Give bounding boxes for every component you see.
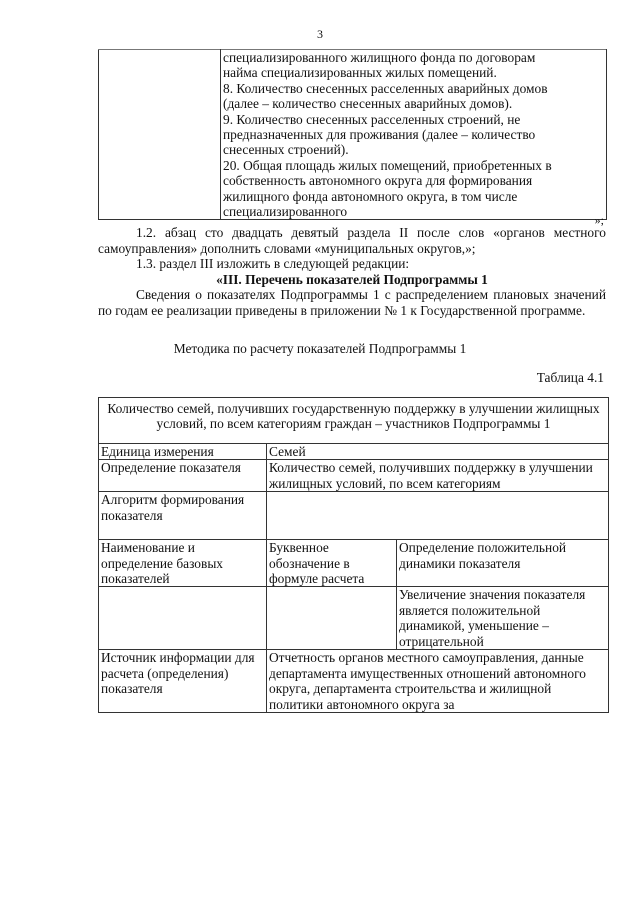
empty-cell bbox=[99, 587, 267, 650]
empty-cell bbox=[267, 587, 397, 650]
source-label: Источник информации для расчета (определения) показателя bbox=[99, 650, 267, 713]
list-line: 8. Количество снесенных расселенных аварийных домов bbox=[223, 80, 548, 96]
indicator-methodology-table bbox=[98, 397, 609, 713]
paragraph-info: Сведения о показателях Подпрограммы 1 с распределением плановых значений по годам ее реализации приведены в приложении № 1 к Государственной программе. bbox=[98, 287, 606, 318]
table-row bbox=[99, 398, 609, 444]
table-label: Таблица 4.1 bbox=[536, 370, 604, 385]
list-line: специализированного bbox=[223, 204, 348, 220]
algorithm-value bbox=[267, 492, 609, 540]
list-line: 20. Общая площадь жилых помещений, приобретенных в bbox=[223, 157, 552, 173]
algorithm-label: Алгоритм формирования показателя bbox=[99, 492, 267, 540]
table-row bbox=[99, 650, 609, 713]
paragraph-1-2: 1.2. абзац сто двадцать девятый раздела II после слов «органов местного самоуправления» дополнить словами «муниципальных округов,»; bbox=[98, 225, 606, 256]
base-indicators-label: Наименование и определение базовых показателей bbox=[99, 540, 267, 587]
list-line: предназначенных для проживания (далее – количество bbox=[223, 127, 536, 143]
list-line: снесенных строений). bbox=[223, 142, 349, 158]
table-header-cell: Количество семей, получивших государственную поддержку в улучшении жилищных условий, по всем категориям граждан – участников Подпрограммы 1 bbox=[99, 398, 609, 444]
list-line: 9. Количество снесенных расселенных строений, не bbox=[223, 111, 521, 127]
table-row bbox=[99, 587, 609, 650]
paragraph-1-3: 1.3. раздел III изложить в следующей редакции: bbox=[136, 256, 410, 271]
methodology-title: Методика по расчету показателей Подпрограммы 1 bbox=[173, 341, 467, 356]
letter-designation-label: Буквенное обозначение в формуле расчета bbox=[267, 540, 397, 587]
source-value: Отчетность органов местного самоуправления, данные департамента имущественных отношений автономного округа, департамента строительства и жилищной политики автономного округа за bbox=[267, 650, 609, 713]
table-row bbox=[99, 460, 609, 492]
definition-label: Определение показателя bbox=[99, 460, 267, 492]
list-line: собственность автономного округа для формирования bbox=[223, 173, 533, 189]
unit-value: Семей bbox=[267, 444, 609, 460]
empty-left-cell bbox=[99, 50, 221, 220]
table-row bbox=[99, 444, 609, 460]
section-heading: «III. Перечень показателей Подпрограммы 1 bbox=[216, 272, 488, 287]
table-row bbox=[99, 492, 609, 540]
indicator-list-cell bbox=[221, 50, 607, 220]
positive-dynamics-label: Определение положительной динамики показателя bbox=[397, 540, 609, 587]
list-line: специализированного жилищного фонда по договорам bbox=[223, 50, 536, 65]
list-line: жилищного фонда автономного округа, в том числе bbox=[223, 188, 518, 204]
page-number: 3 bbox=[317, 27, 323, 41]
indicator-list-table bbox=[98, 49, 607, 220]
definition-value: Количество семей, получивших поддержку в улучшении жилищных условий, по всем категориям bbox=[267, 460, 609, 492]
list-line: (далее – количество снесенных аварийных домов). bbox=[223, 96, 513, 112]
positive-dynamics-value: Увеличение значения показателя является положительной динамикой, уменьшение – отрицательной bbox=[397, 587, 609, 650]
closing-quote-mark: »; bbox=[594, 213, 604, 227]
unit-label: Единица измерения bbox=[99, 444, 267, 460]
table-row bbox=[99, 540, 609, 587]
list-line: найма специализированных жилых помещений. bbox=[223, 65, 497, 81]
